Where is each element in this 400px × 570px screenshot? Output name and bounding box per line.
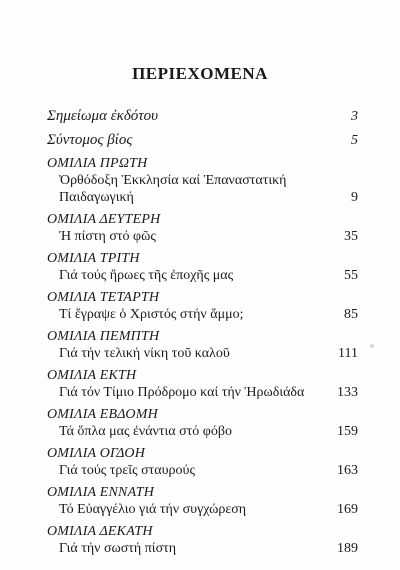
homily-heading: ΟΜΙΛΙΑ ΔΕΥΤΕΡΗ	[47, 212, 161, 227]
toc-entry-homily-10	[47, 523, 358, 557]
table-of-contents	[0, 108, 400, 562]
toc-page-number: 9	[351, 190, 358, 205]
homily-heading: ΟΜΙΛΙΑ ΕΒΔΟΜΗ	[47, 407, 158, 422]
homily-subtitle: Γιά τήν σωστή πίστη	[59, 541, 177, 556]
toc-entry-editor-note	[47, 108, 358, 125]
homily-heading: ΟΜΙΛΙΑ ΕΝΝΑΤΗ	[47, 485, 155, 500]
toc-page-number: 189	[337, 541, 358, 556]
toc-page-number: 111	[338, 346, 358, 361]
toc-page-number: 85	[344, 307, 358, 322]
toc-page-number: 3	[351, 109, 358, 124]
toc-entry-homily-4	[47, 289, 358, 323]
toc-entry-short-biography	[47, 132, 358, 149]
toc-page-number: 133	[337, 385, 358, 400]
toc-entry-homily-1	[47, 155, 358, 206]
homily-heading: ΟΜΙΛΙΑ ΕΚΤΗ	[47, 368, 137, 383]
toc-entry-homily-5	[47, 328, 358, 362]
toc-page-number: 163	[337, 463, 358, 478]
toc-page-number: 55	[344, 268, 358, 283]
homily-subtitle: Γιά τούς ἥρωες τῆς ἐποχῆς μας	[59, 268, 234, 283]
toc-page-number: 169	[337, 502, 358, 517]
toc-entry-label: Σύντομος βίος	[47, 132, 133, 148]
toc-entry-homily-3	[47, 250, 358, 284]
homily-subtitle: Ὀρθόδοξη Ἐκκλησία καί Ἐπαναστατική Παιδαγωγική	[59, 173, 287, 205]
homily-heading: ΟΜΙΛΙΑ ΠΡΩΤΗ	[47, 156, 148, 171]
homily-subtitle: Τί ἔγραψε ὁ Χριστός στήν ἄμμο;	[59, 307, 244, 322]
toc-entry-homily-6	[47, 367, 358, 401]
homily-heading: ΟΜΙΛΙΑ ΟΓΔΟΗ	[47, 446, 146, 461]
toc-page-number: 5	[351, 133, 358, 148]
homily-heading: ΟΜΙΛΙΑ ΤΕΤΑΡΤΗ	[47, 290, 160, 305]
toc-page-number: 35	[344, 229, 358, 244]
toc-entry-homily-7	[47, 406, 358, 440]
toc-entry-label: Σημείωμα ἐκδότου	[47, 108, 159, 124]
homily-heading: ΟΜΙΛΙΑ ΠΕΜΠΤΗ	[47, 329, 160, 344]
homily-subtitle: Γιά τόν Τίμιο Πρόδρομο καί τήν Ἡρωδιάδα	[59, 385, 305, 400]
homily-subtitle: Τά ὅπλα μας ἐνάντια στό φόβο	[59, 424, 232, 439]
homily-heading: ΟΜΙΛΙΑ ΤΡΙΤΗ	[47, 251, 140, 266]
page-title: ΠΕΡΙΕΧΟΜΕΝΑ	[132, 64, 268, 83]
toc-page-number: 159	[337, 424, 358, 439]
homily-heading: ΟΜΙΛΙΑ ΔΕΚΑΤΗ	[47, 524, 153, 539]
homily-subtitle: Τό Εὐαγγέλιο γιά τήν συγχώρεση	[59, 502, 247, 517]
paper-speck	[370, 344, 374, 348]
homily-subtitle: Ἡ πίστη στό φῶς	[59, 229, 156, 244]
toc-entry-homily-9	[47, 484, 358, 518]
toc-entry-homily-8	[47, 445, 358, 479]
homily-subtitle: Γιά τήν τελική νίκη τοῦ καλοῦ	[59, 346, 230, 361]
toc-entry-homily-2	[47, 211, 358, 245]
homily-subtitle: Γιά τούς τρεῖς σταυρούς	[59, 463, 196, 478]
